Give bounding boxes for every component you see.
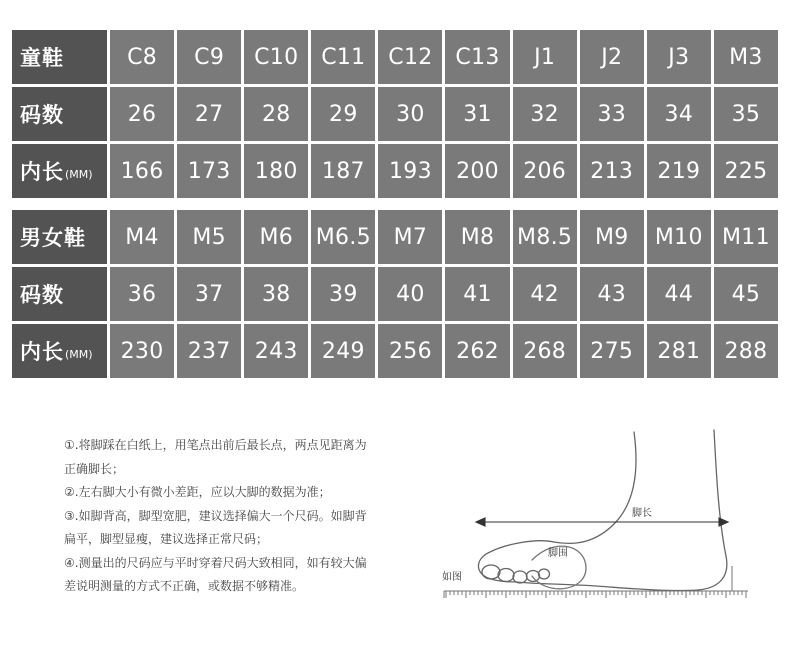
row-header-adult: 男女鞋 [12, 210, 107, 264]
length-cell: 243 [244, 324, 308, 378]
length-cell: 288 [714, 324, 778, 378]
row-header-size: 码数 [12, 267, 107, 321]
size-cell: M5 [177, 210, 241, 264]
note-line: ③.如脚背高，脚型宽肥，建议选择偏大一个尺码。如脚背 [64, 508, 367, 523]
length-label: 内长 [20, 340, 64, 364]
size-number-cell: 30 [378, 87, 442, 141]
size-cell: C13 [445, 30, 509, 84]
size-cell: C12 [378, 30, 442, 84]
row-header-length [12, 324, 107, 378]
length-cell: 180 [244, 144, 308, 198]
length-label: 脚长 [632, 508, 652, 519]
length-cell: 173 [177, 144, 241, 198]
size-number-cell: 36 [110, 267, 174, 321]
length-cell: 225 [714, 144, 778, 198]
length-cell: 166 [110, 144, 174, 198]
length-cell: 237 [177, 324, 241, 378]
size-cell: C11 [311, 30, 375, 84]
size-cell: M10 [647, 210, 711, 264]
size-number-cell: 28 [244, 87, 308, 141]
size-cell: J3 [647, 30, 711, 84]
length-unit: (MM) [65, 167, 93, 181]
size-cell: J1 [513, 30, 577, 84]
size-cell: C10 [244, 30, 308, 84]
foot-heel-outline [698, 430, 727, 590]
size-number-cell: 41 [445, 267, 509, 321]
size-number-cell: 44 [647, 267, 711, 321]
foot-illustration [436, 426, 754, 606]
length-arrow [476, 518, 728, 526]
note-line: ④.测量出的尺码应与平时穿着尺码大致相同，如有较大偏 [64, 555, 367, 570]
figure-label: 如图 [442, 572, 462, 583]
length-unit: (MM) [65, 347, 93, 361]
length-cell: 206 [513, 144, 577, 198]
length-label: 内长 [20, 160, 64, 184]
length-cell: 256 [378, 324, 442, 378]
size-number-cell: 26 [110, 87, 174, 141]
foot-sole-outline [516, 582, 698, 591]
length-cell: 200 [445, 144, 509, 198]
size-number-cell: 39 [311, 267, 375, 321]
size-number-cell: 40 [378, 267, 442, 321]
size-number-cell: 27 [177, 87, 241, 141]
size-cell: M4 [110, 210, 174, 264]
foot-toe-outline [478, 541, 554, 582]
length-cell: 281 [647, 324, 711, 378]
width-label: 脚围 [548, 548, 568, 559]
length-cell: 213 [580, 144, 644, 198]
size-cell: C9 [177, 30, 241, 84]
size-number-cell: 42 [513, 267, 577, 321]
size-cell: M8.5 [513, 210, 577, 264]
size-number-cell: 31 [445, 87, 509, 141]
size-cell: M11 [714, 210, 778, 264]
size-number-cell: 38 [244, 267, 308, 321]
ruler [444, 566, 748, 598]
row-header-kids: 童鞋 [12, 30, 107, 84]
length-cell: 230 [110, 324, 174, 378]
row-header-size: 码数 [12, 87, 107, 141]
size-number-cell: 43 [580, 267, 644, 321]
length-cell: 187 [311, 144, 375, 198]
length-cell: 193 [378, 144, 442, 198]
note-line: ①.将脚踩在白纸上，用笔点出前后最长点，两点见距离为 [64, 438, 367, 452]
length-cell: 275 [580, 324, 644, 378]
adult-size-table [12, 210, 778, 378]
size-cell: M7 [378, 210, 442, 264]
length-cell: 249 [311, 324, 375, 378]
size-cell: M8 [445, 210, 509, 264]
row-header-length [12, 144, 107, 198]
size-number-cell: 33 [580, 87, 644, 141]
size-number-cell: 35 [714, 87, 778, 141]
length-cell: 219 [647, 144, 711, 198]
size-number-cell: 45 [714, 267, 778, 321]
size-number-cell: 37 [177, 267, 241, 321]
size-cell: J2 [580, 30, 644, 84]
length-cell: 262 [445, 324, 509, 378]
foot-instep-outline [554, 432, 636, 543]
note-line: ②.左右脚大小有微小差距，应以大脚的数据为准； [64, 485, 331, 499]
size-cell: M6 [244, 210, 308, 264]
note-line: 正确脚长； [64, 461, 125, 476]
size-cell: M6.5 [311, 210, 375, 264]
measurement-notes [64, 434, 424, 599]
size-number-cell: 29 [311, 87, 375, 141]
size-cell: M9 [580, 210, 644, 264]
size-cell: C8 [110, 30, 174, 84]
kids-size-table [12, 30, 778, 198]
note-line: 差说明测量的方式不正确，或数据不够精准。 [64, 579, 305, 593]
foot-measure-diagram [436, 426, 754, 606]
size-number-cell: 32 [513, 87, 577, 141]
note-line: 扁平，脚型显瘦，建议选择正常尺码； [64, 532, 269, 546]
length-cell: 268 [513, 324, 577, 378]
size-number-cell: 34 [647, 87, 711, 141]
size-cell: M3 [714, 30, 778, 84]
